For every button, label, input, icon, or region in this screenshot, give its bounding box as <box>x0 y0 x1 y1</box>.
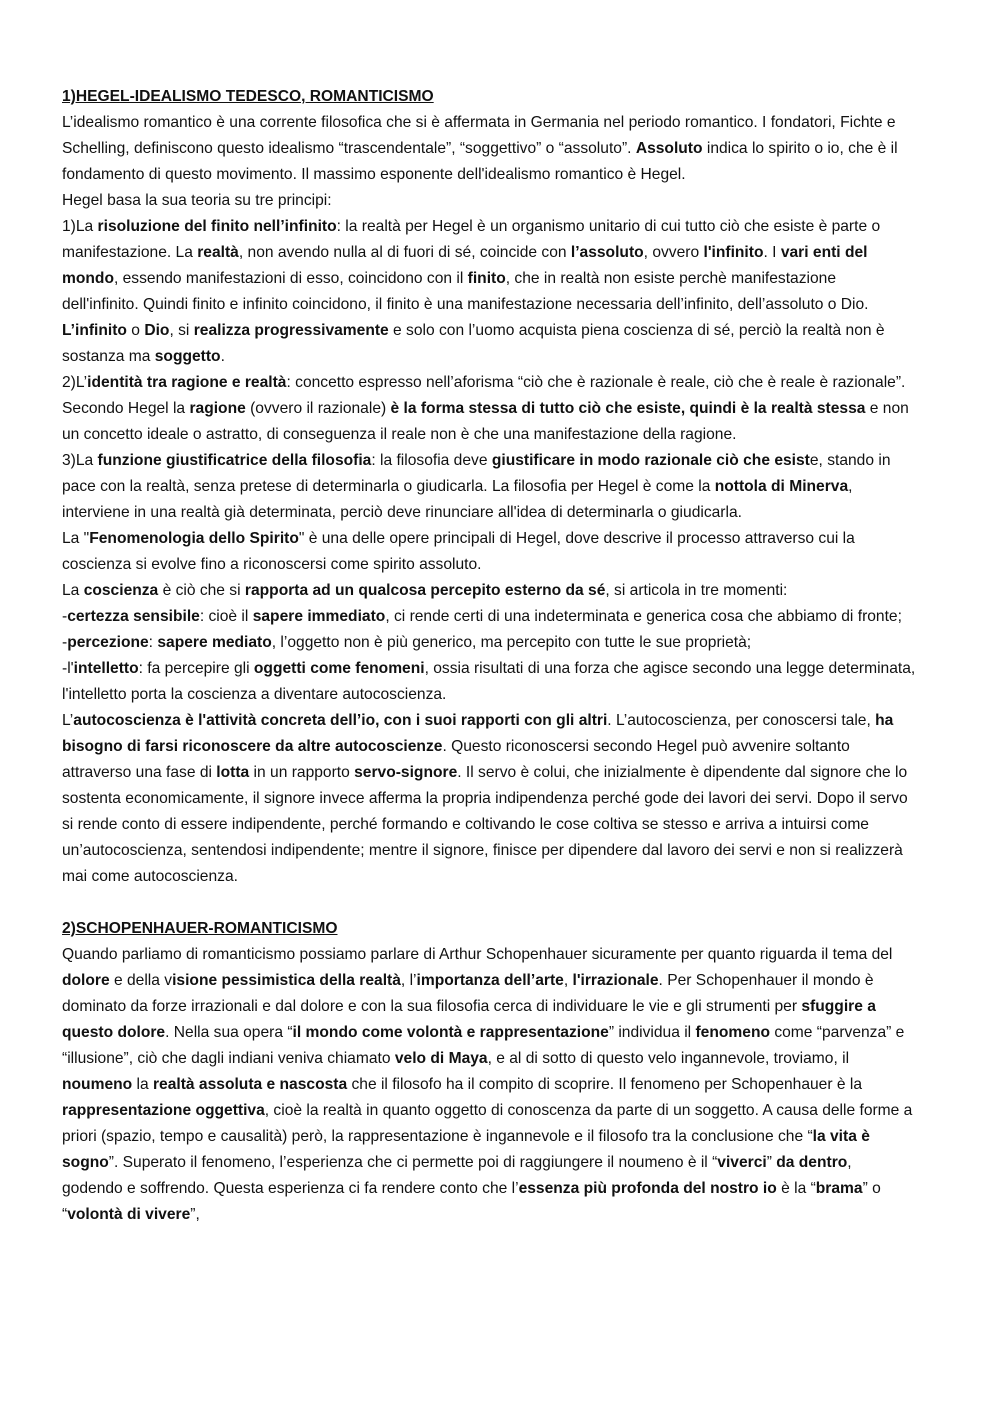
bold-text-run: realtà assoluta e nascosta <box>152 1076 348 1093</box>
bold-text-run: velo di Maya <box>394 1050 488 1067</box>
text-run: come “parvenza” e “illusione”, ciò che dagli indiani veniva chiamato <box>62 1024 905 1067</box>
paragraph <box>62 448 916 526</box>
text-run: la <box>132 1076 153 1093</box>
paragraph <box>62 708 916 890</box>
text-run: e, stando in pace con la realtà, senza pretese di determinarla o giudicarla. La filosofia per Hegel è come la <box>62 452 891 495</box>
bold-text-run: finito <box>467 270 506 287</box>
bold-text-run: oggetti come fenomeni <box>253 660 425 677</box>
text-run: e solo con l’uomo acquista piena coscienza di sé, perciò la realtà non è sostanza ma <box>62 322 885 365</box>
bold-text-run: è la forma stessa di tutto ciò che esiste, quindi è la realtà stessa <box>390 400 866 417</box>
text-run: è la “ <box>776 1180 816 1197</box>
text-run: (ovvero il razionale) <box>245 400 391 417</box>
text-run: , cioè la realtà in quanto oggetto di conoscenza da parte di un soggetto. A causa delle forme a priori (spazio, tempo e causalità) però, la rappresentazione è ingannevole e il filosofo tra la conclusione che “ <box>62 1102 913 1145</box>
text-run: - <box>62 608 68 625</box>
bold-text-run: Assoluto <box>635 140 703 157</box>
text-run: è ciò che si <box>158 582 245 599</box>
text-run: 1)La <box>62 218 98 235</box>
paragraph <box>62 630 916 656</box>
text-run: Quando parliamo di romanticismo possiamo parlare di Arthur Schopenhauer sicuramente per quanto riguarda il tema del <box>62 946 893 963</box>
bold-text-run: noumeno <box>62 1076 133 1093</box>
text-run: 2)L’ <box>62 374 88 391</box>
text-run: , essendo manifestazioni di esso, coincidono con il <box>113 270 468 287</box>
text-run: ”, <box>190 1206 200 1223</box>
paragraph <box>62 526 916 578</box>
text-run: L’idealismo romantico è una corrente filosofica che si è affermata in Germania nel periodo romantico. I fondatori, Fichte e Schelling, definiscono questo idealismo “trascendentale”, “soggettivo” o “assoluto”. <box>62 114 896 157</box>
bold-text-run: coscienza <box>83 582 159 599</box>
bold-text-run: sapere mediato <box>157 634 272 651</box>
text-run: e della v <box>109 972 173 989</box>
paragraph <box>62 370 916 448</box>
bold-text-run: l'infinito <box>703 244 764 261</box>
text-run: La <box>62 582 84 599</box>
text-run: . <box>220 348 225 365</box>
text-run: o <box>126 322 145 339</box>
bold-text-run: risoluzione del finito nell’infinito <box>97 218 337 235</box>
text-run: . Per Schopenhauer il mondo è dominato da forze irrazionali e dal dolore e con la sua filosofia cerca di individuare le vie e gli strumenti per <box>62 972 874 1015</box>
text-run: La " <box>62 530 90 547</box>
text-run: : la filosofia deve <box>371 452 492 469</box>
bold-text-run: importanza dell’arte <box>416 972 564 989</box>
section-body-hegel <box>62 110 916 890</box>
text-run: : cioè il <box>199 608 253 625</box>
paragraph <box>62 604 916 630</box>
text-run: ” individua il <box>608 1024 696 1041</box>
bold-text-run: giustificare in modo razionale ciò che esist <box>491 452 810 469</box>
text-run: , ci rende certi di una indeterminata e generica cosa che abbiamo di fronte; <box>385 608 902 625</box>
text-run: L’ <box>62 712 74 729</box>
text-run: , <box>563 972 573 989</box>
bold-text-run: nottola di Minerva <box>714 478 849 495</box>
text-run: , ossia risultati di una forza che agisce secondo una legge determinata, l'intelletto porta la coscienza a diventare autocoscienza. <box>62 660 916 703</box>
bold-text-run: realizza progressivamente <box>193 322 389 339</box>
bold-text-run: volontà di vivere <box>67 1206 191 1223</box>
bold-text-run: il mondo come volontà e rappresentazione <box>292 1024 609 1041</box>
section-spacer <box>62 890 916 916</box>
text-run: : fa percepire gli <box>138 660 254 677</box>
text-run: : la realtà per Hegel è un organismo unitario di cui tutto ciò che esiste è parte o manifestazione. La <box>62 218 881 261</box>
text-run: , e al di sotto di questo velo ingannevole, troviamo, il <box>487 1050 850 1067</box>
bold-text-run: sapere immediato <box>252 608 386 625</box>
text-run: ” <box>766 1154 777 1171</box>
text-run: , si articola in tre momenti: <box>605 582 788 599</box>
text-run: , non avendo nulla al di fuori di sé, coincide con <box>238 244 571 261</box>
text-run: . Nella sua opera “ <box>165 1024 293 1041</box>
text-run: , interviene in una realtà già determinata, perciò deve rinunciare all'idea di determinarla o giudicarla. <box>62 478 853 521</box>
bold-text-run: viverci <box>717 1154 767 1171</box>
text-run: , l’oggetto non è più generico, ma percepito con tutte le sue proprietà; <box>271 634 752 651</box>
text-run: , che in realtà non esiste perchè manifestazione dell'infinito. Quindi finito e infinito coincidono, il finito è una manifestazione necessaria dell’infinito, dell’assoluto o Dio. <box>62 270 869 313</box>
text-run: : <box>148 634 158 651</box>
text-run: ”. Superato il fenomeno, l’esperienza che ci permette poi di raggiungere il noumeno è il “ <box>108 1154 718 1171</box>
bold-text-run: fenomeno <box>695 1024 770 1041</box>
bold-text-run: certezza sensibile <box>67 608 200 625</box>
text-run: : concetto espresso nell’aforisma “ciò che è razionale è reale, ciò che è reale è razionale”. Secondo Hegel la <box>62 374 906 417</box>
paragraph <box>62 578 916 604</box>
bold-text-run: Dio <box>144 322 170 339</box>
bold-text-run: da dentro <box>776 1154 848 1171</box>
text-run: , l’ <box>400 972 417 989</box>
section-body-schopenhauer <box>62 942 916 1228</box>
text-run: indica lo spirito o io, che è il fondamento di questo movimento. Il massimo esponente dell'idealismo romantico è Hegel. <box>62 140 898 183</box>
text-run: , ovvero <box>643 244 704 261</box>
bold-text-run: autocoscienza è l'attività concreta dell’io, con i suoi rapporti con gli altri <box>73 712 608 729</box>
bold-text-run: brama <box>815 1180 863 1197</box>
bold-text-run: lotta <box>216 764 250 781</box>
bold-text-run: sfuggire a questo dolore <box>62 998 876 1041</box>
bold-text-run: l'irrazionale <box>572 972 659 989</box>
paragraph <box>62 110 916 188</box>
section-heading-hegel: 1)HEGEL-IDEALISMO TEDESCO, ROMANTICISMO <box>62 88 434 105</box>
text-run: - <box>62 634 68 651</box>
text-run: che il filosofo ha il compito di scoprire. Il fenomeno per Schopenhauer è la <box>347 1076 863 1093</box>
bold-text-run: ragione <box>189 400 246 417</box>
bold-text-run: intelletto <box>73 660 139 677</box>
bold-text-run: isione pessimistica della realtà <box>172 972 401 989</box>
paragraph <box>62 656 916 708</box>
bold-text-run: ha bisogno di farsi riconoscere da altre autocoscienze <box>62 712 894 755</box>
bold-text-run: dolore <box>62 972 110 989</box>
text-run: e non un concetto ideale o astratto, di conseguenza il reale non è che una manifestazione della ragione. <box>62 400 909 443</box>
text-run: , si <box>169 322 194 339</box>
bold-text-run: Fenomenologia dello Spirito <box>89 530 299 547</box>
bold-text-run: servo-signore <box>354 764 458 781</box>
section-heading-schopenhauer: 2)SCHOPENHAUER-ROMANTICISMO <box>62 920 338 937</box>
paragraph <box>62 942 916 1228</box>
text-run: in un rapporto <box>249 764 355 781</box>
text-run: -l' <box>62 660 74 677</box>
text-run: . Il servo è colui, che inizialmente è dipendente dal signore che lo sostenta economicamente, il signore invece afferma la propria indipendenza perché gode dei lavori dei servi. Dopo il servo si rende conto di essere indipendente, perché formando e coltivando le cose coltiva se stesso e arriva a intuirsi come un’autocoscienza, sentendosi indipendente; mentre il signore, finisce per dipendere dal lavoro dei servi e non si realizzerà mai come autocoscienza. <box>62 764 908 885</box>
text-run: " è una delle opere principali di Hegel, dove descrive il processo attraverso cui la coscienza si evolve fino a riconoscersi come spirito assoluto. <box>62 530 855 573</box>
paragraph <box>62 214 916 370</box>
bold-text-run: la vita è sogno <box>62 1128 870 1171</box>
text-run: , godendo e soffrendo. Questa esperienza ci fa rendere conto che l’ <box>62 1154 852 1197</box>
bold-text-run: rappresentazione oggettiva <box>62 1102 265 1119</box>
text-run: ” o “ <box>62 1180 881 1223</box>
bold-text-run: funzione giustificatrice della filosofia <box>97 452 372 469</box>
bold-text-run: percezione <box>67 634 149 651</box>
bold-text-run: l’assoluto <box>570 244 644 261</box>
bold-text-run: essenza più profonda del nostro io <box>518 1180 777 1197</box>
paragraph <box>62 188 916 214</box>
text-run: 3)La <box>62 452 98 469</box>
bold-text-run: L’infinito <box>62 322 127 339</box>
text-run: . I <box>763 244 781 261</box>
text-run: . L’autocoscienza, per conoscersi tale, <box>607 712 876 729</box>
bold-text-run: rapporta ad un qualcosa percepito esterno da sé <box>244 582 606 599</box>
bold-text-run: identità tra ragione e realtà <box>87 374 287 391</box>
text-run: Hegel basa la sua teoria su tre principi: <box>62 192 332 209</box>
bold-text-run: vari enti del mondo <box>62 244 868 287</box>
bold-text-run: realtà <box>197 244 239 261</box>
text-run: . Questo riconoscersi secondo Hegel può avvenire soltanto attraverso una fase di <box>62 738 850 781</box>
bold-text-run: soggetto <box>154 348 221 365</box>
